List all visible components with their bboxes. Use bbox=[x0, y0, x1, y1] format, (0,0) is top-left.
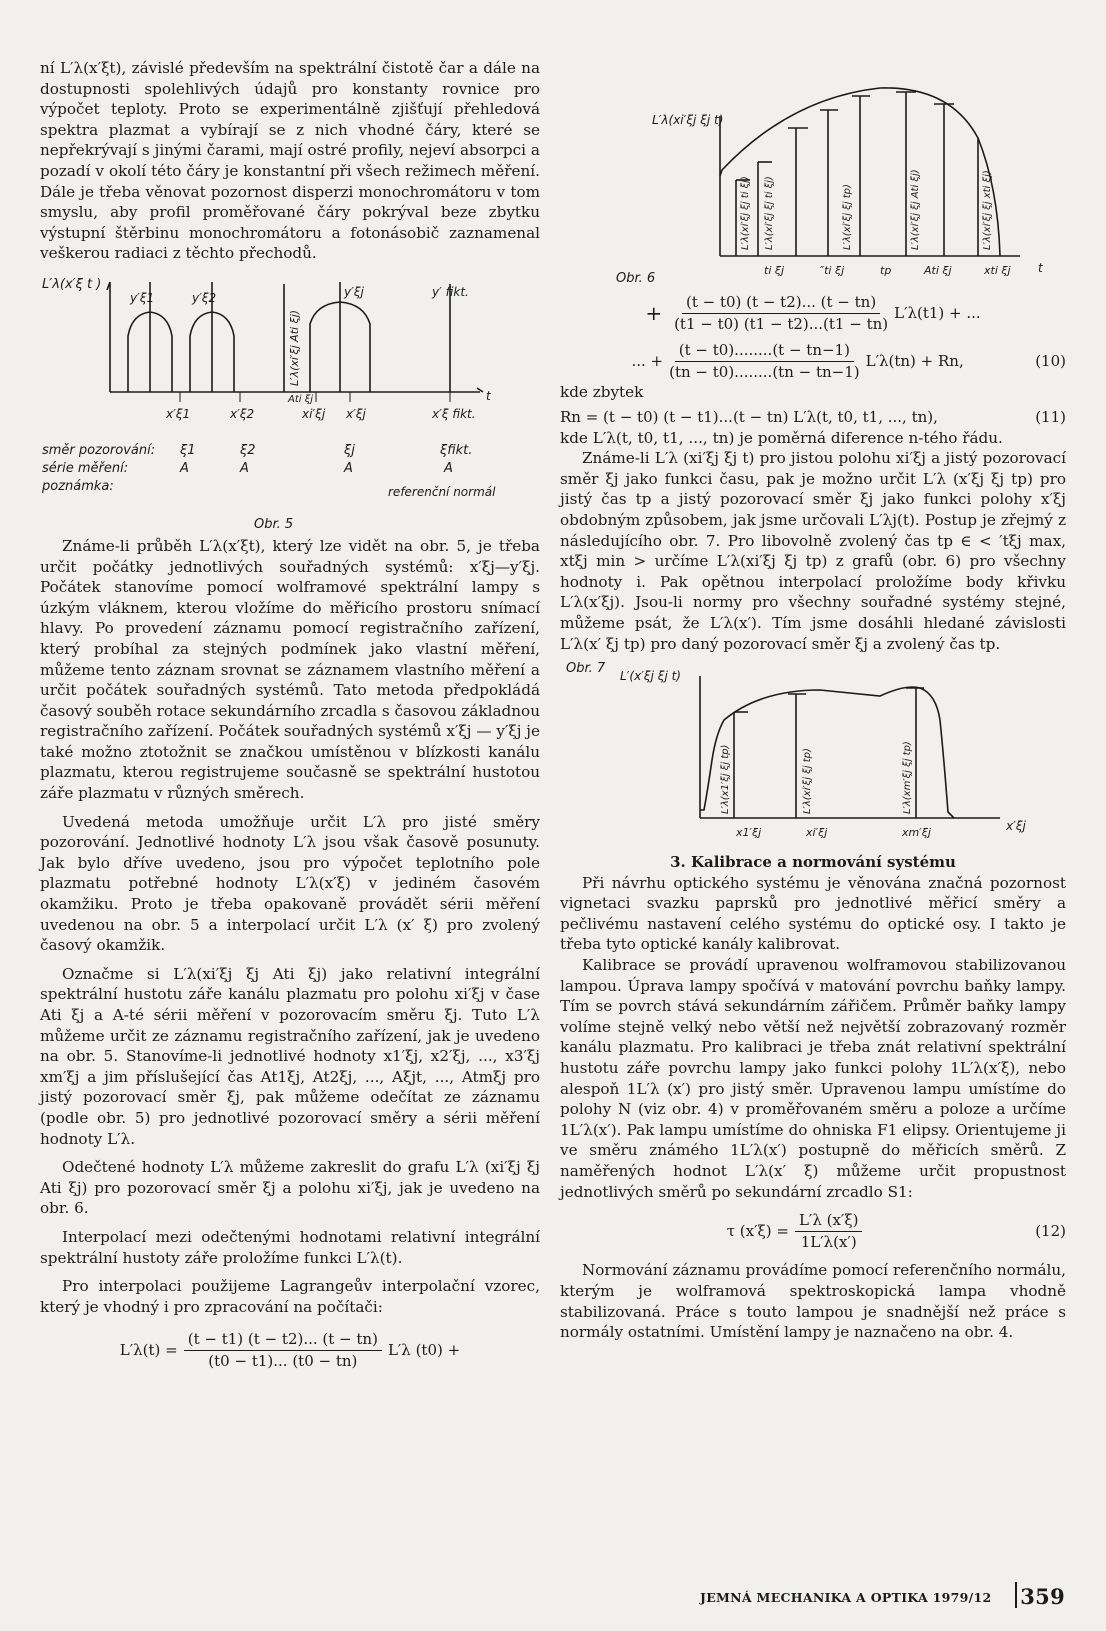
paragraph: kde L′λ(t, t0, t1, ..., tn) je poměrná diference n-tého řádu. bbox=[560, 428, 1003, 447]
fig5-row1-value: ξj bbox=[344, 442, 355, 458]
fig5-peak-label: y′ξj bbox=[344, 284, 364, 299]
fig5-row1-label: směr pozorování: bbox=[42, 442, 156, 458]
figure-5-diagram bbox=[40, 274, 540, 536]
fig7-tick-label: xi′ξj bbox=[806, 826, 828, 840]
fig6-bar-label: L′λ(xi′ξj ξj ti ξj) bbox=[740, 176, 751, 250]
section-heading: 3. Kalibrace a normování systému bbox=[670, 853, 956, 872]
fig7-ylabel: L′(x′ξj ξj t) bbox=[620, 669, 681, 684]
paragraph: kde zbytek bbox=[560, 383, 644, 402]
equation-10 bbox=[560, 340, 1066, 382]
fig5-x-label: x′ξj bbox=[346, 406, 366, 421]
equation-rhs: L′λ(t1) + ... bbox=[894, 303, 981, 322]
fig7-bar-label: L′λ(xm′ξj ξj tp) bbox=[902, 741, 913, 815]
fig5-axis-t: t bbox=[486, 388, 491, 403]
figure-7-diagram bbox=[560, 660, 1066, 848]
paragraph: Kalibrace se provádí upravenou wolframovou stabilizovanou lampou. Úprava lampy spočívá v matování povrchu baňky lampy. Tím se povrch stává sekundárním zářičem. Průměr baňky lampy volíme stejně velký nebo větší než největší zobrazovaný rozměr kanálu plazmatu. Pro kalibraci je třeba znát relativní spektrální hustotu záře povrchu lampy jako funkci polohy 1L′λ(x′ξ), nebo alespoň 1L′λ (x′) pro jistý směr. Upravenou lampu umístíme do polohy N (viz obr. 4) v proměřovaném směru a poloze a určíme 1L′λ(x′). Pak lampu umístíme do ohniska F1 elipsy. Orientujeme ji ve směru známého 1L′λ(x′) postupně do měřicích směrů. Z naměřených hodnot L′λ(x′ ξ) můžeme určit propustnost jednotlivých směrů po sekundární zrcadlo S1: bbox=[560, 956, 1066, 1201]
fig6-tick-label: t bbox=[1038, 261, 1043, 275]
fig6-bar-label: L′λ(xi′ξj ξj ti ξj) bbox=[764, 176, 775, 250]
fig5-row2-label: série měření: bbox=[42, 460, 129, 476]
fig5-x-label: x′ξ2 bbox=[230, 406, 255, 421]
fig6-tick-label: ti ξj bbox=[764, 264, 785, 277]
right-column bbox=[560, 58, 1066, 1343]
fig5-row3-label: poznámka: bbox=[42, 478, 114, 494]
equation-denominator: (t0 − t1)... (t0 − tn) bbox=[208, 1351, 358, 1370]
fig6-tick-label: Ati ξj bbox=[924, 264, 952, 277]
paragraph: Označme si L′λ(xi′ξj ξj Ati ξj) jako relativní integrální spektrální hustotu záře kanálu plazmatu pro polohu xi′ξj v čase Ati ξj a A-té sérii měření v pozorovacím směru ξj. Tuto L′λ můžeme určit ze záznamu registračního zařízení, jak je uvedeno na obr. 5. Stanovíme-li jednotlivé hodnoty x1′ξj, x2′ξj, ..., x3′ξj xm′ξj a jim příslušející čas At1ξj, At2ξj, ..., Aξjt, ..., Atmξj pro jistý pozorovací směr ξj, pak můžeme odečítat ze záznamu (podle obr. 5) pro jednotlivé pozorovací směry a sérii měření hodnoty L′λ. bbox=[40, 964, 540, 1148]
equation-lhs: τ (x′ξ) = bbox=[726, 1221, 789, 1240]
fig5-vertical-label: L′λ(xi′ξj Ati ξj) bbox=[288, 309, 301, 386]
fig5-peak-label: y′ξ1 bbox=[130, 290, 155, 305]
paragraph: Odečtené hodnoty L′λ můžeme zakreslit do grafu L′λ (xi′ξj ξj Ati ξj) pro pozorovací směr ξj a polohu xi′ξj, jak je uvedeno na obr. 6. bbox=[40, 1158, 540, 1218]
fig5-row2-value: A bbox=[444, 460, 453, 476]
figure-5 bbox=[40, 274, 540, 536]
fig6-tick-label: xti ξj bbox=[984, 264, 1011, 277]
equation-lhs: L′λ(t) = bbox=[119, 1341, 178, 1360]
fig5-peak-label: y′ fikt. bbox=[432, 284, 469, 299]
fig7-bar-label: L′λ(x1′ξj ξj tp) bbox=[720, 744, 731, 815]
equation-denominator: (t1 − t0) (t1 − t2)...(t1 − tn) bbox=[674, 314, 889, 333]
equation-rhs: L′λ (t0) + bbox=[387, 1341, 461, 1360]
fig5-peak-label: y′ξ2 bbox=[192, 290, 217, 305]
page-number: 359 bbox=[1020, 1584, 1065, 1609]
figure-6 bbox=[560, 58, 1066, 288]
fig5-row2-value: A bbox=[240, 460, 249, 476]
fig5-row2-value: A bbox=[180, 460, 189, 476]
equation-lagrange-cont-1: + $\frac{(t - t0) (t - t2)... (t - tn)}{(t1 - t0) (t1 - t2)...(t1 - tn)}$ L′λ(t1) + ... bbox=[645, 293, 981, 333]
fig6-ylabel: L′λ(xi′ξj ξj t) bbox=[652, 113, 724, 127]
equation-lhs: ... + bbox=[631, 351, 664, 370]
paragraph: ní L′λ(x′ξt), závislé především na spektrální čistotě čar a dále na dostupnosti spolehlivých údajů pro konstanty rovnice pro výpočet teploty. Proto se experimentálně zjišťují přehledová spektra plazmat a vybírají se z nich vhodné čáry, které se nepřekrývají s jinými čarami, mají ostré profily, nejeví absorpci a pozadí v okolí této čáry je konstantní při všech režimech měření. Dále je třeba věnovat pozornost disperzi monochromátoru v tom smyslu, aby profil proměřované čáry pokrýval beze zbytku výstupní štěrbinu monochromátoru a fotonásobič zaznamenal veškerou radiaci z těchto přechodů. bbox=[40, 59, 540, 263]
equation-body: Rn = (t − t0) (t − t1)...(t − tn) L′λ(t, t0, t1, ..., tn), bbox=[560, 407, 938, 426]
paragraph: Interpolací mezi odečtenými hodnotami relativní integrální spektrální hustoty záře proložíme funkci L′λ(t). bbox=[40, 1227, 540, 1267]
fig6-bar-label: L′λ(xi′ξj ξj xti ξj) bbox=[982, 170, 993, 250]
equation-11 bbox=[560, 407, 1066, 428]
fig7-tick-label: x1′ξj bbox=[736, 826, 762, 840]
journal-name: JEMNÁ MECHANIKA A OPTIKA 1979/12 bbox=[700, 1590, 992, 1605]
fig5-row3-value: referenční normál bbox=[388, 484, 496, 499]
equation-numerator: (t − t0)........(t − tn−1) bbox=[675, 340, 854, 362]
figure-caption: Obr. 6 bbox=[616, 271, 656, 286]
equation-12 bbox=[560, 1210, 1066, 1252]
fig6-bar-label: L′λ(xi′ξj ξj tp) bbox=[842, 184, 853, 250]
paragraph: Pro interpolaci použijeme Lagrangeův interpolační vzorec, který je vhodný i pro zpracování na počítači: bbox=[40, 1277, 540, 1316]
fig7-tick-label: xm′ξj bbox=[902, 826, 931, 840]
figure-caption: Obr. 5 bbox=[254, 516, 294, 532]
figure-6-diagram bbox=[560, 58, 1066, 288]
equation-numerator: (t − t0) (t − t2)... (t − tn) bbox=[682, 292, 880, 314]
equation-number: (10) bbox=[1035, 351, 1066, 370]
equation-numerator: L′λ (x′ξ) bbox=[795, 1210, 862, 1232]
footer-divider bbox=[1015, 1582, 1017, 1608]
fig5-ati-label: Ati ξj bbox=[288, 393, 314, 405]
figure-caption: Obr. 7 bbox=[566, 661, 606, 677]
fig7-tick-label: x′ξj bbox=[1006, 819, 1026, 834]
fig6-tick-label: ″ti ξj bbox=[820, 264, 845, 277]
equation-number: (11) bbox=[1035, 407, 1066, 426]
equation-numerator: (t − t1) (t − t2)... (t − tn) bbox=[184, 1329, 382, 1351]
figure-7 bbox=[560, 660, 1066, 848]
fig5-row2-value: A bbox=[344, 460, 353, 476]
fig5-x-label: x′ξ1 bbox=[166, 406, 191, 421]
fig6-tick-label: tp bbox=[880, 264, 892, 277]
equation-number: (12) bbox=[1035, 1221, 1066, 1240]
page-footer bbox=[700, 1584, 1065, 1609]
equation-denominator: (tn − t0)........(tn − tn−1) bbox=[669, 362, 860, 381]
fig7-bar-label: L′λ(xi′ξj ξj tp) bbox=[802, 748, 813, 815]
equation-rhs: L′λ(tn) + Rn, bbox=[865, 351, 964, 370]
fig5-row1-value: ξ1 bbox=[180, 442, 196, 458]
paragraph: Známe-li průběh L′λ(x′ξt), který lze vidět na obr. 5, je třeba určit počátky jednotlivých souřadných systémů: x′ξj—y′ξj. Počátek stanovíme pomocí wolframové spektrální lampy s úzkým vláknem, kterou vložíme do měřicího prostoru snímací hlavy. Po provedení záznamu pomocí registračního zařízení, který probíhal za stejných podmínek jako vlastní měření, můžeme tento záznam srovnat se záznamem vlastního měření a určit počátek souřadných systémů. Tato metoda předpokládá časový souběh rotace sekundárního zrcadla s časovou základnou registračního zařízení. Počátek souřadných systémů x′ξj — y′ξj je také možno ztotožnit se značkou umístěnou v blízkosti kanálu plazmatu, kterou registrujeme současně se spektrální hustotou záře plazmatu v různých směrech. bbox=[40, 536, 540, 803]
paragraph: Uvedená metoda umožňuje určit L′λ pro jisté směry pozorování. Jednotlivé hodnoty L′λ jsou však časově posunuty. Jak bylo dříve uvedeno, jsou pro výpočet teplotního pole plazmatu potřebné hodnoty L′λ(x′ξ) v jediném časovém okamžiku. Proto je třeba opakovaně provádět sérii měření uvedenou na obr. 5 a interpolací určit L′λ (x′ ξ) pro zvolený časový okamžik. bbox=[40, 812, 540, 955]
left-column bbox=[40, 58, 540, 1372]
fig5-ylabel: L′λ(x′ξ t ) bbox=[42, 276, 102, 292]
fig5-row1-value: ξfikt. bbox=[440, 442, 473, 458]
fig5-row1-value: ξ2 bbox=[240, 442, 256, 458]
equation-lagrange bbox=[40, 1329, 540, 1371]
paragraph: Známe-li L′λ (xi′ξj ξj t) pro jistou polohu xi′ξj a jistý pozorovací směr ξj jako funkci času, pak je možno určit L′λ (x′ξj ξj tp) pro jistý čas tp a jistý pozorovací směr ξj jako funkci polohy x′ξj obdobným způsobem, jak jsme určovali L′λj(t). Postup je zřejmý z následujícího obr. 7. Pro libovolně zvolený čas tp ∈ < ′tξj max, xtξj min > určíme L′λ(xi′ξj ξj tp) z grafů (obr. 6) pro všechny hodnoty i. Pak opětnou interpolací proložíme body křivku L′λ(x′ξj). Jsou-li normy pro všechny souřadné systémy stejné, můžeme psát, že L′λ(x′). Tím jsme dosáhli hledané závislosti L′λ(x′ ξj tp) pro daný pozorovací směr ξj a zvolený čas tp. bbox=[560, 449, 1066, 653]
equation-denominator: 1L′λ(x′) bbox=[800, 1232, 857, 1251]
paragraph: Normování záznamu provádíme pomocí referenčního normálu, kterým je wolframová spektroskopická lampa vhodně stabilizovaná. Práce s touto lampou je snadnější než práce s normály ostatními. Umístění lampy je naznačeno na obr. 4. bbox=[560, 1261, 1066, 1342]
paragraph: Při návrhu optického systému je věnována značná pozornost vignetaci svazku paprsků pro jednotlivé měřicí směry a pečlivému nastavení celého systému do optické osy. I takto je třeba tyto optické kanály kalibrovat. bbox=[560, 873, 1066, 954]
fig6-bar-label: L′λ(xi′ξj ξj Ati ξj) bbox=[910, 169, 921, 250]
fig5-x-label: xi′ξj bbox=[302, 406, 326, 421]
fig5-x-label: x′ξ fikt. bbox=[432, 406, 476, 421]
